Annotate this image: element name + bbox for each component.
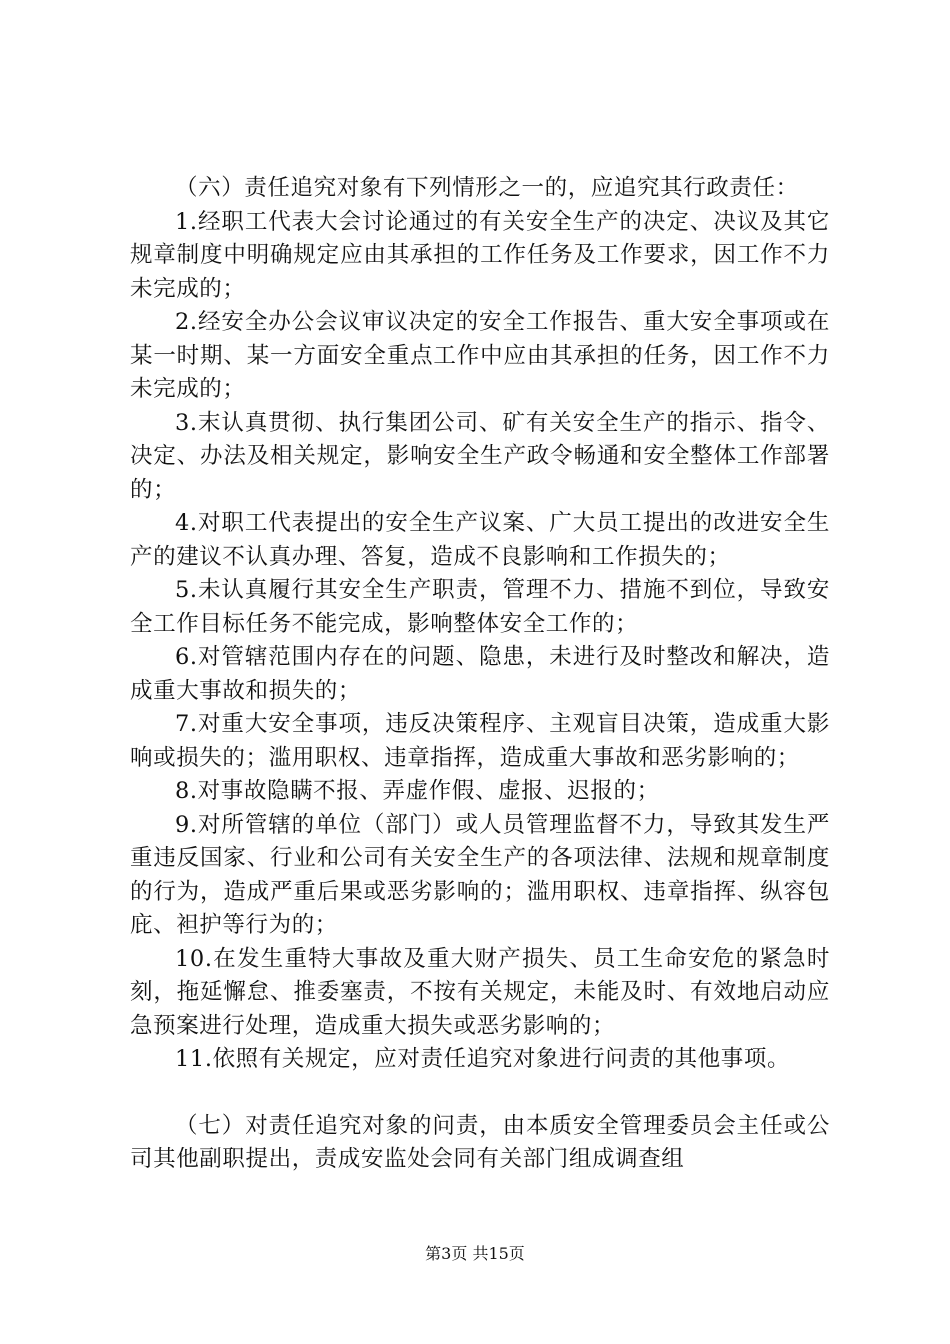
list-item: 10.在发生重特大事故及重大财产损失、员工生命安危的紧急时刻，拖延懈怠、推委塞责，不按有关规定，未能及时、有效地启动应急预案进行处理，造成重大损失或恶劣影响的； — [130, 945, 830, 1039]
section-heading: （七）对责任追究对象的问责，由本质安全管理委员会主任或公司其他副职提出，责成安监处会同有关部门组成调查组 — [130, 1112, 830, 1172]
paragraph-gap — [130, 1077, 830, 1110]
page-number-footer: 第3页 共15页 — [425, 1244, 525, 1263]
list-item: 1.经职工代表大会讨论通过的有关安全生产的决定、决议及其它规章制度中明确规定应由其承担的工作任务及工作要求，因工作不力未完成的； — [130, 208, 830, 302]
list-item: 6.对管辖范围内存在的问题、隐患，未进行及时整改和解决，造成重大事故和损失的； — [130, 644, 830, 704]
list-item: 11.依照有关规定，应对责任追究对象进行问责的其他事项。 — [175, 1046, 791, 1072]
list-item: 7.对重大安全事项，违反决策程序、主观盲目决策，造成重大影响或损失的；滥用职权、违章指挥，造成重大事故和恶劣影响的； — [130, 711, 830, 771]
list-item: 4.对职工代表提出的安全生产议案、广大员工提出的改进安全生产的建议不认真办理、答复，造成不良影响和工作损失的； — [130, 510, 830, 570]
list-item: 3.末认真贯彻、执行集团公司、矿有关安全生产的指示、指令、决定、办法及相关规定，影响安全生产政令畅通和安全整体工作部署的； — [130, 409, 830, 503]
document-body — [130, 172, 830, 1177]
list-item: 2.经安全办公会议审议决定的安全工作报告、重大安全事项或在某一时期、某一方面安全重点工作中应由其承担的任务，因工作不力未完成的； — [130, 309, 830, 402]
section-heading: （六）责任追究对象有下列情形之一的，应追究其行政责任： — [175, 175, 799, 201]
list-item: 9.对所管辖的单位（部门）或人员管理监督不力，导致其发生严重违反国家、行业和公司有关安全生产的各项法律、法规和规章制度的行为，造成严重后果或恶劣影响的；滥用职权、违章指挥、纵容包庇、袒护等行为的； — [130, 811, 830, 938]
list-item: 5.未认真履行其安全生产职责，管理不力、措施不到位，导致安全工作目标任务不能完成，影响整体安全工作的； — [130, 577, 830, 637]
list-item: 8.对事故隐瞒不报、弄虚作假、虚报、迟报的； — [175, 778, 660, 804]
